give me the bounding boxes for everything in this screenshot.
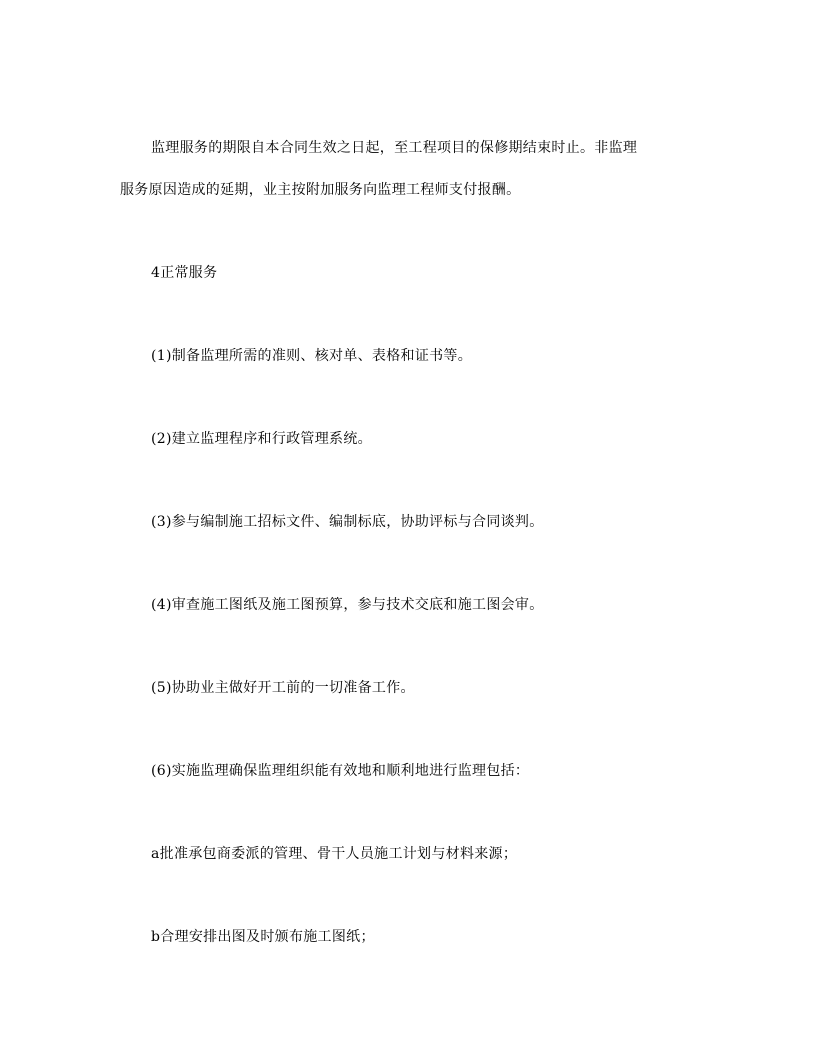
- list-item: (4)审查施工图纸及施工图预算，参与技术交底和施工图会审。: [151, 597, 544, 613]
- list-item: (1)制备监理所需的准则、核对单、表格和证书等。: [151, 348, 473, 364]
- list-item: (3)参与编制施工招标文件、编制标底，协助评标与合同谈判。: [151, 514, 544, 530]
- list-item: (2)建立监理程序和行政管理系统。: [151, 431, 372, 447]
- sub-list-item: a批准承包商委派的管理、骨干人员施工计划与材料来源；: [151, 846, 518, 862]
- intro-paragraph-line-2: 服务原因造成的延期，业主按附加服务向监理工程师支付报酬。: [120, 182, 521, 198]
- intro-paragraph-line-1: 监理服务的期限自本合同生效之日起，至工程项目的保修期结束时止。非监理: [151, 140, 638, 156]
- section-heading: 4正常服务: [151, 265, 218, 281]
- sub-list-item: b合理安排出图及时颁布施工图纸；: [151, 929, 375, 945]
- list-item: (6)实施监理确保监理组织能有效地和顺利地进行监理包括：: [151, 763, 530, 779]
- list-item: (5)协助业主做好开工前的一切准备工作。: [151, 680, 415, 696]
